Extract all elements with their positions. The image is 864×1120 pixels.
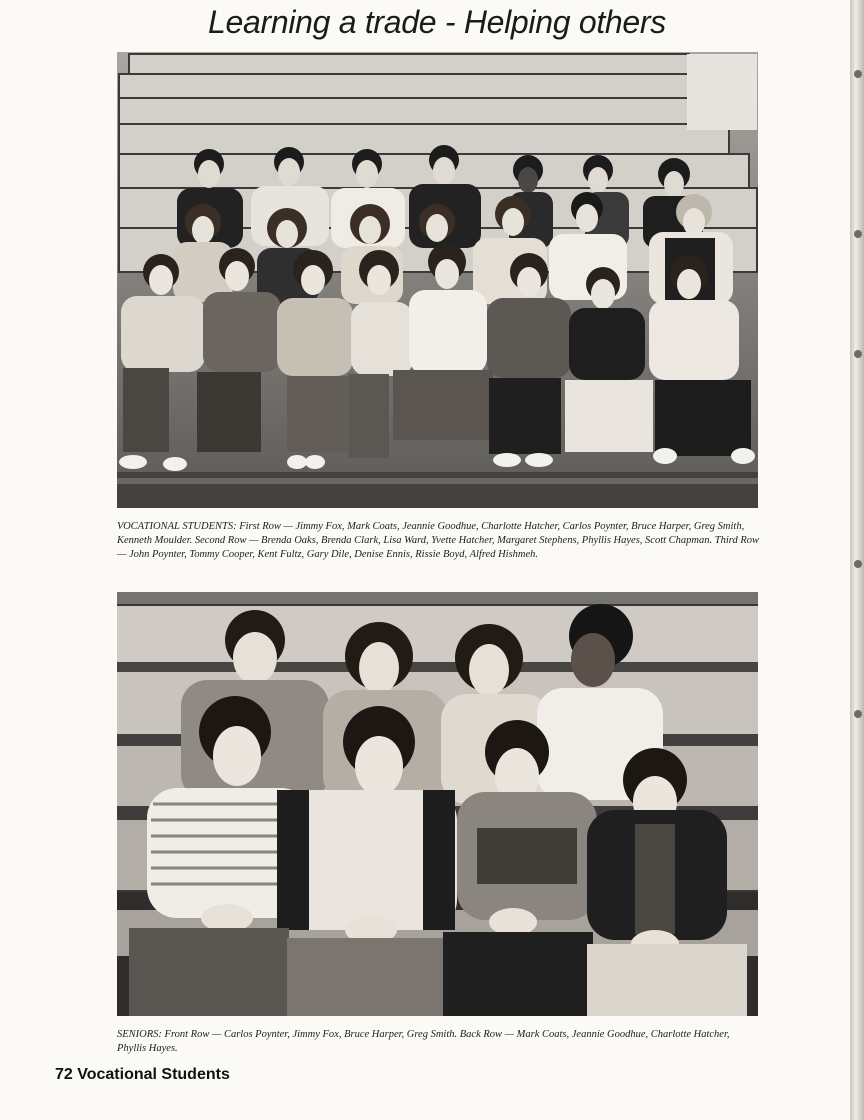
seniors-photo	[117, 592, 758, 1016]
vocational-students-photo	[117, 52, 758, 508]
page-edge	[850, 0, 864, 1120]
binding-hole	[854, 230, 862, 238]
page-title: Learning a trade - Helping others	[208, 4, 666, 40]
binding-hole	[854, 560, 862, 568]
binding-hole	[854, 70, 862, 78]
page-footer: 72 Vocational Students	[55, 1066, 230, 1083]
binding-hole	[854, 710, 862, 718]
vocational-students-caption: VOCATIONAL STUDENTS: First Row — Jimmy Fox, Mark Coats, Jeannie Goodhue, Charlotte Hatcher, Carlos Poynter, Bruce Harper, Greg Smith, Kenneth Moulder. Second Row — Brenda Oaks, Brenda Clark, Lisa Ward, Yvette Hatcher, Margaret Stephens, Phyllis Hayes, Scott Chapman. Third Row — John Poynter, Tommy Cooper, Kent Fultz, Gary Dile, Denise Ennis, Rissie Boyd, Alfred Hishmeh.	[117, 521, 760, 560]
seniors-caption: SENIORS: Front Row — Carlos Poynter, Jimmy Fox, Bruce Harper, Greg Smith. Back Row — Mark Coats, Jeannie Goodhue, Charlotte Hatcher, Phyllis Hayes.	[117, 1029, 730, 1054]
binding-hole	[854, 350, 862, 358]
